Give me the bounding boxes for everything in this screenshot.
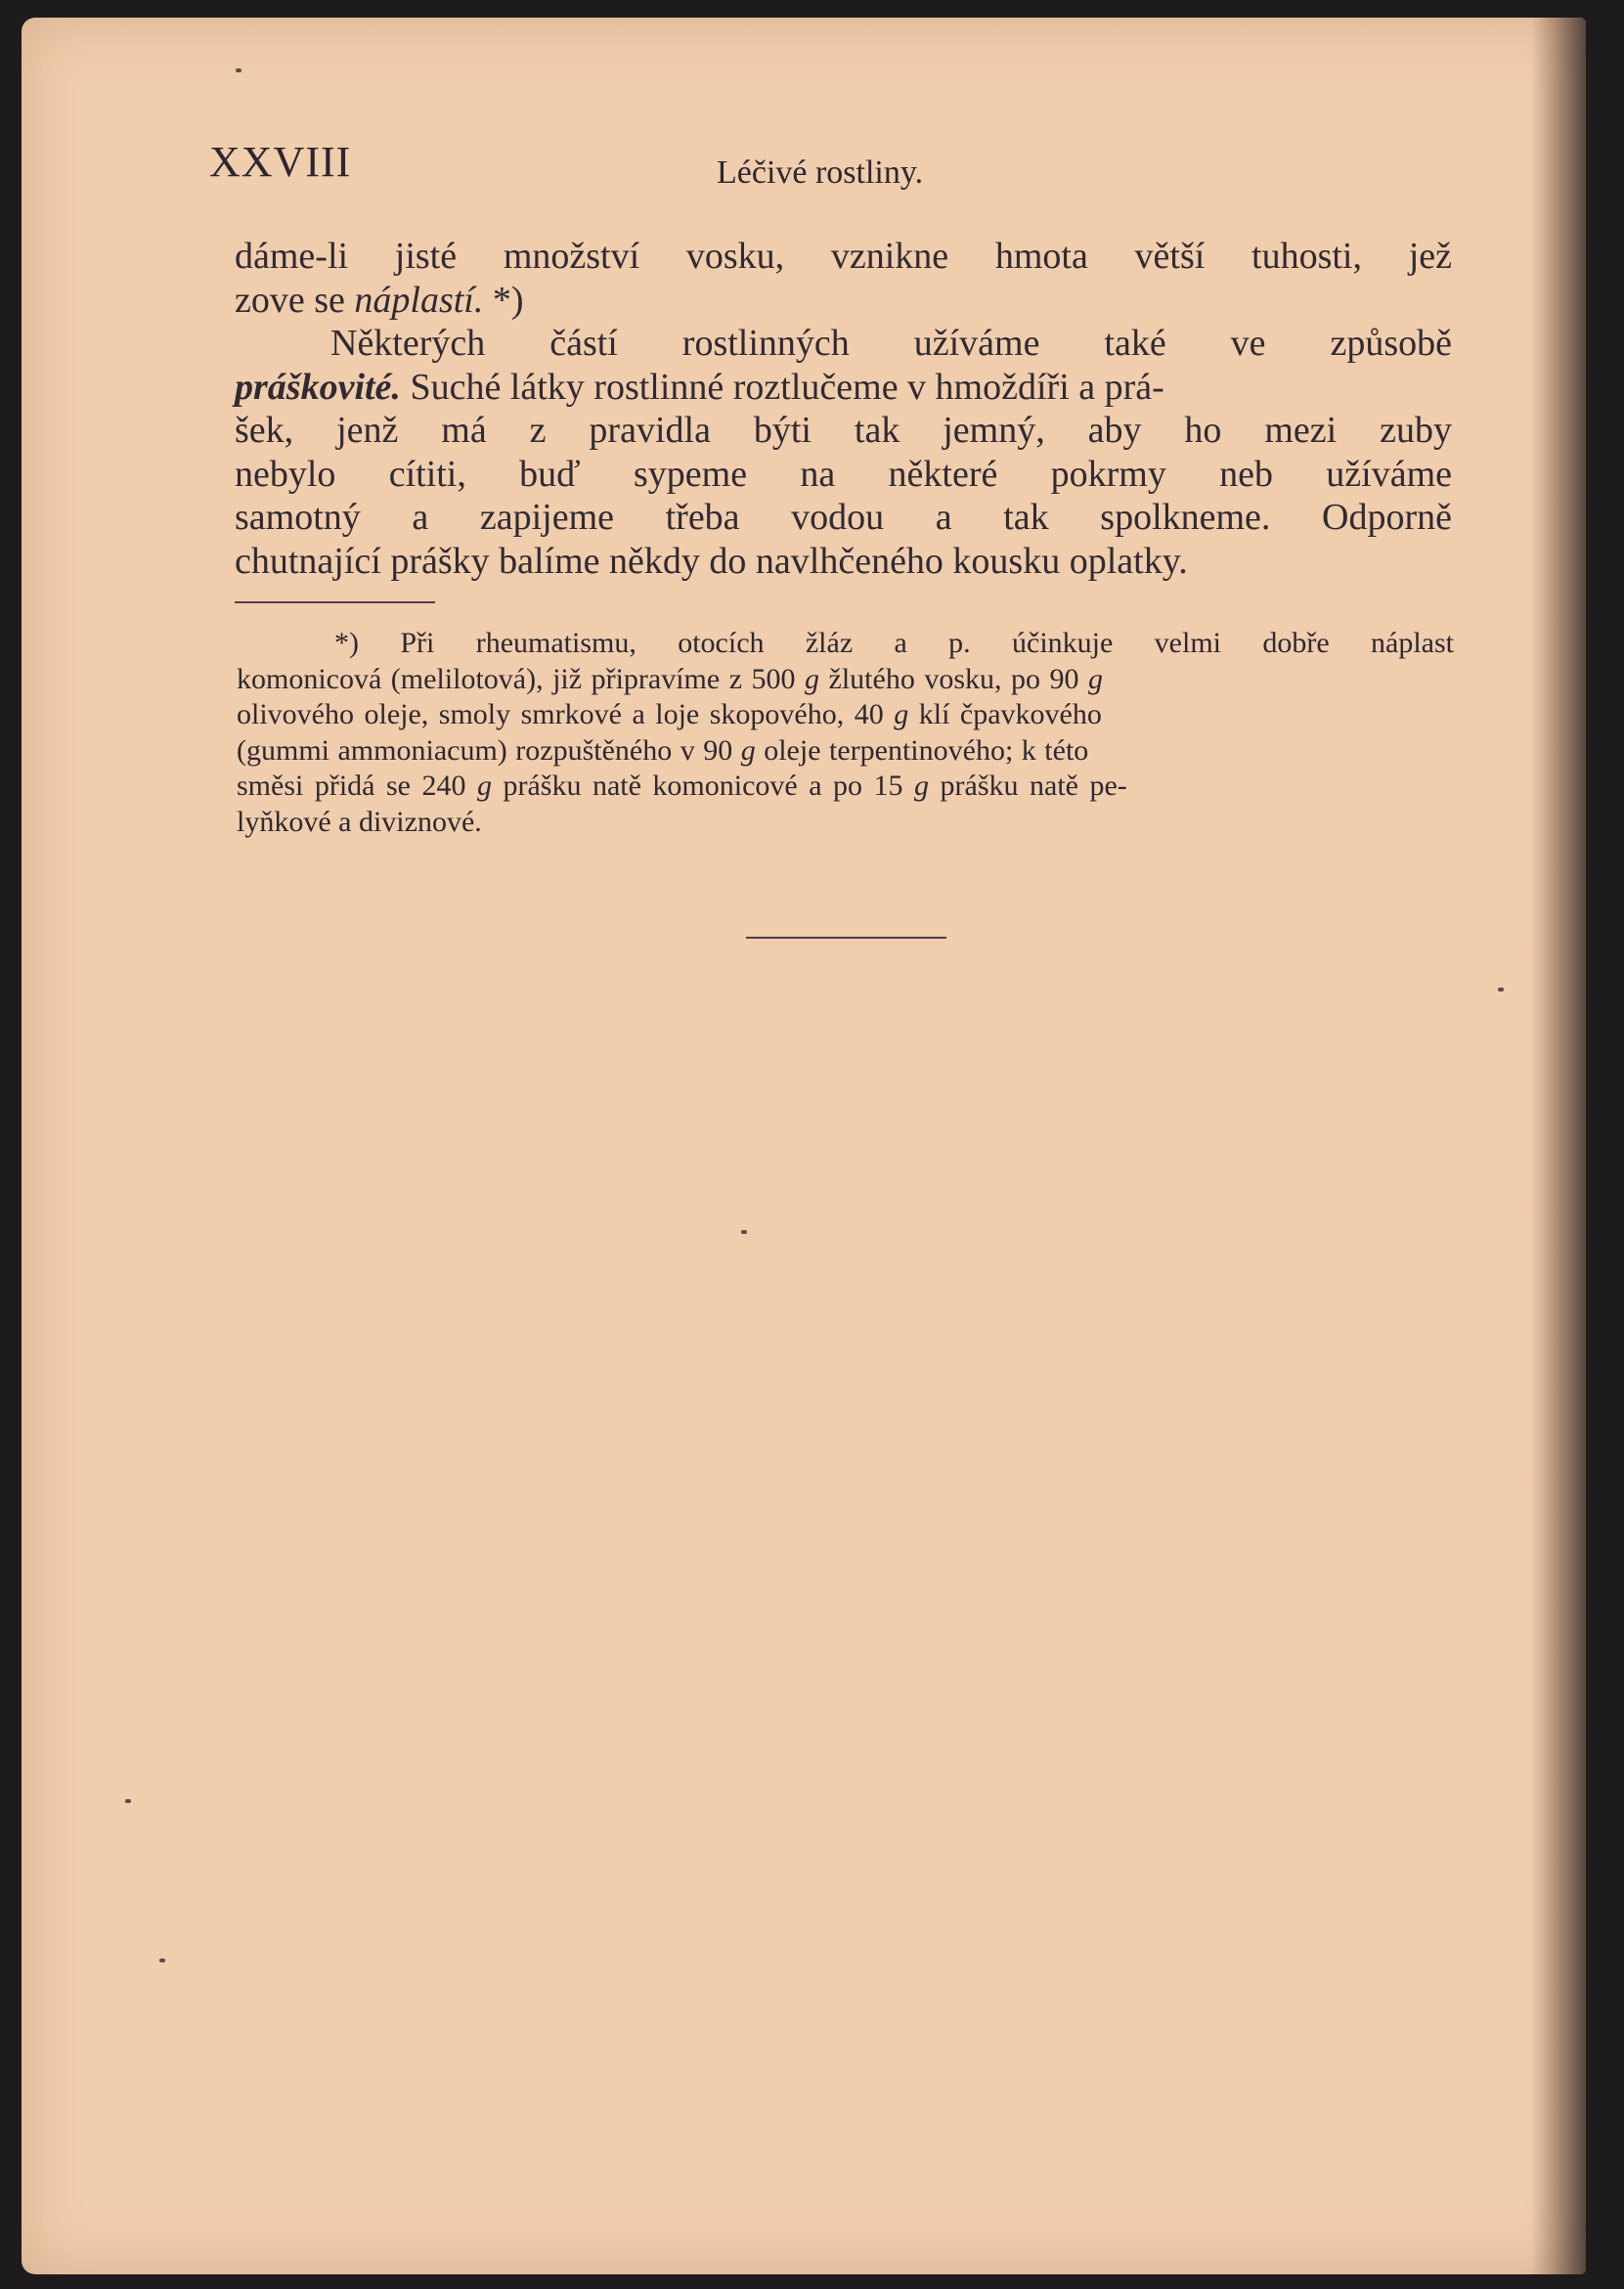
- footnote-line-text: směsi přidá se 240: [237, 770, 466, 802]
- footnote: [237, 626, 1454, 840]
- footnote-line-2: [237, 662, 1454, 698]
- footnote-line-text: žlutého vosku, po 90: [828, 662, 1079, 695]
- paper-speck: [741, 1230, 747, 1234]
- italic-term-praskovite: práškovité.: [235, 366, 401, 408]
- paper-speck: [125, 1799, 131, 1803]
- footnote-line-3: [237, 697, 1454, 733]
- body-text: [235, 235, 1452, 583]
- footnote-line-text: olivového oleje, smoly smrkové a loje skopového, 40: [237, 698, 884, 730]
- body-line-text: šek, jenž má z pravidla býti tak jemný, aby ho mezi zuby: [235, 410, 1452, 451]
- unit-gram: g: [1088, 662, 1103, 695]
- body-line-text: zove se: [235, 279, 345, 321]
- body-line-7: [235, 496, 1452, 540]
- footnote-line-text: *) Při rheumatismu, otocích žláz a p. účinkuje velmi dobře náplast: [334, 627, 1454, 659]
- footnote-line-6: [237, 805, 1454, 841]
- paper-speck: [236, 68, 241, 72]
- page-header: [209, 117, 991, 196]
- footnote-line-text: prášku natě pe-: [940, 770, 1127, 802]
- body-line-6: [235, 453, 1452, 497]
- footnote-line-5: [237, 769, 1454, 805]
- footnote-line-text: komonicová (melilotová), již připravíme z 500: [237, 662, 796, 695]
- body-line-5: [235, 409, 1452, 453]
- footnote-separator: [235, 601, 435, 603]
- body-line-text: Suché látky rostlinné roztlučeme v hmoždíři a prá-: [410, 366, 1164, 408]
- unit-gram: g: [740, 733, 756, 767]
- footnote-line-text: klí čpavkového: [918, 698, 1102, 730]
- unit-gram: g: [805, 662, 820, 695]
- body-line-4: [235, 366, 1452, 410]
- paper-speck: [1498, 988, 1504, 991]
- chapter-end-rule: [746, 937, 946, 939]
- footnote-line-text: prášku natě komonicové a po 15: [503, 770, 903, 802]
- footnote-line-text: (gummi ammoniacum) rozpuštěného v 90: [237, 733, 733, 767]
- footnote-line-text: oleje terpentinového; k této: [764, 733, 1089, 767]
- body-line-8: [235, 540, 1452, 584]
- body-line-3: [235, 322, 1452, 366]
- body-line-text: samotný a zapijeme třeba vodou a tak spolkneme. Odporně: [235, 497, 1452, 538]
- body-line-2: [235, 279, 1452, 323]
- italic-term-naplasti: náplastí.: [354, 279, 484, 321]
- running-title: Léčivé rostliny.: [717, 154, 924, 191]
- footnote-line-text: lyňkové a diviznové.: [237, 805, 482, 838]
- body-line-text: nebylo cítiti, buď sypeme na některé pokrmy neb užíváme: [235, 453, 1452, 495]
- unit-gram: g: [476, 770, 492, 802]
- body-line-text: Některých částí rostlinných užíváme také ve způsobě: [330, 323, 1452, 364]
- body-line-1: [235, 235, 1452, 279]
- unit-gram: g: [914, 770, 930, 802]
- body-line-text: dáme-li jisté množství vosku, vznikne hmota větší tuhosti, jež: [235, 236, 1452, 277]
- page-number: XXVIII: [209, 138, 352, 186]
- body-line-text: chutnající prášky balíme někdy do navlhčeného kousku oplatky.: [235, 540, 1188, 582]
- footnote-line-4: [237, 733, 1454, 770]
- paper-speck: [159, 1959, 165, 1962]
- footnote-line-1: [237, 626, 1454, 662]
- unit-gram: g: [894, 698, 909, 730]
- page-binding-edge: [1531, 18, 1586, 2274]
- footnote-marker: *): [492, 279, 524, 321]
